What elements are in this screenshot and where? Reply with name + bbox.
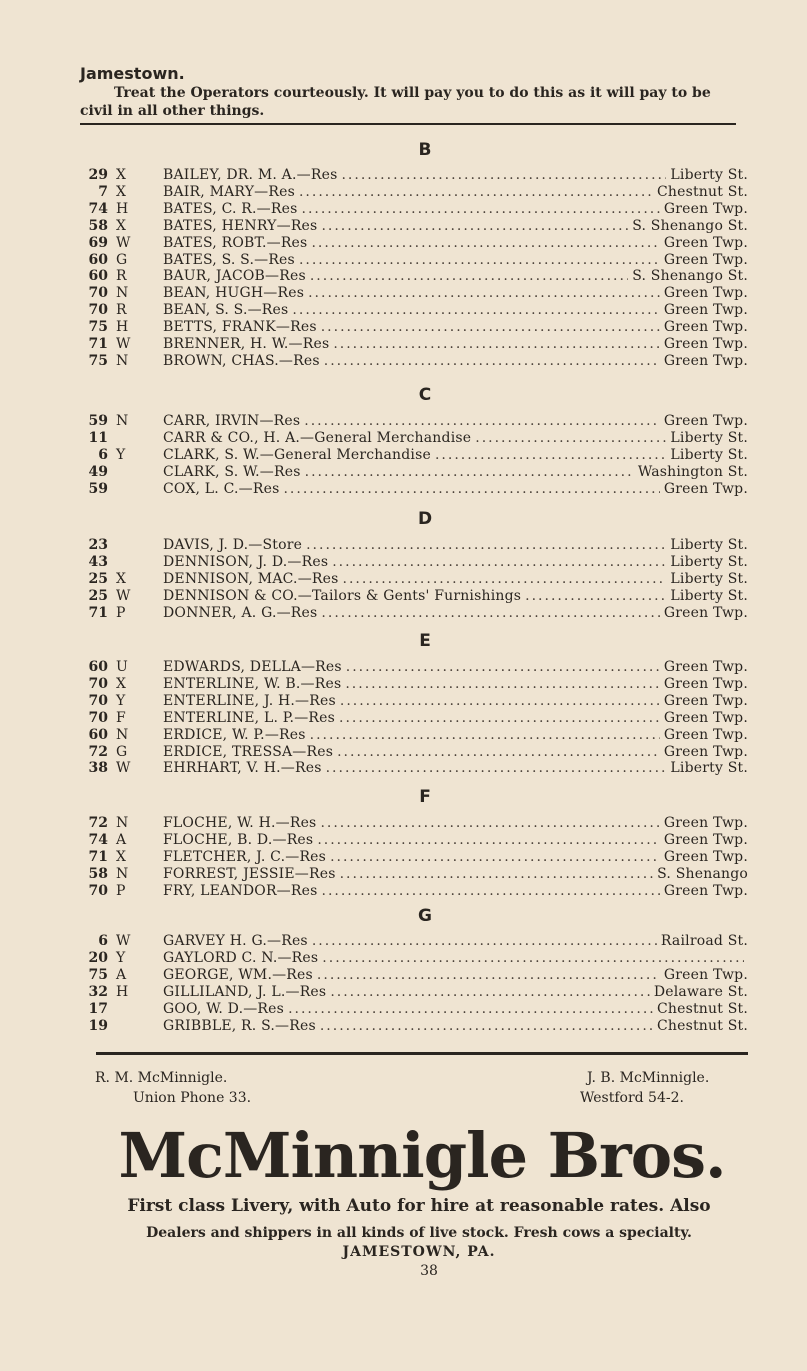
- operator-notice: Treat the Operators courteously. It will pay you to do this as it will pay to be civil in all other things.: [80, 85, 711, 119]
- subscriber-location: Green Twp.: [663, 353, 748, 369]
- subscriber: [163, 319, 748, 336]
- subscriber-location: Green Twp.: [663, 967, 748, 983]
- subscriber: [163, 933, 748, 950]
- directory-entry: [0, 554, 807, 571]
- line-number: 69: [88, 235, 108, 251]
- line-number: 43: [88, 554, 108, 570]
- directory-entry: [0, 883, 807, 900]
- leader-dots: [310, 268, 628, 285]
- ad-tagline-2: Dealers and shippers in all kinds of live stock. Fresh cows a specialty.: [146, 1225, 692, 1241]
- leader-dots: [299, 184, 653, 201]
- subscriber-location: Green Twp.: [663, 659, 748, 675]
- subscriber-location: Liberty St.: [670, 167, 748, 183]
- subscriber: [163, 268, 748, 285]
- directory-entry: [0, 285, 807, 302]
- subscriber: [163, 727, 748, 744]
- subscriber-name: BEAN, S. S.—Res: [163, 302, 289, 318]
- leader-dots: [340, 866, 654, 883]
- directory-entry: [0, 268, 807, 285]
- directory-entry: [0, 353, 807, 370]
- subscriber-name: BATES, S. S.—Res: [163, 252, 295, 268]
- ring-code: U: [116, 659, 128, 675]
- ring-code: W: [116, 336, 131, 352]
- line-number: 32: [88, 984, 108, 1000]
- leader-dots: [317, 967, 660, 984]
- leader-dots: [292, 302, 659, 319]
- subscriber: [163, 815, 748, 832]
- subscriber-name: COX, L. C.—Res: [163, 481, 280, 497]
- subscriber-name: EHRHART, V. H.—Res: [163, 760, 322, 776]
- line-number: 72: [88, 815, 108, 831]
- section-letter: G: [418, 906, 432, 926]
- town-heading: Jamestown.: [80, 64, 185, 83]
- line-number: 58: [88, 218, 108, 234]
- subscriber: [163, 464, 748, 481]
- leader-dots: [339, 710, 660, 727]
- ring-code: X: [116, 167, 126, 183]
- ad-tagline-1: First class Livery, with Auto for hire at reasonable rates. Also: [127, 1196, 711, 1216]
- line-number: 60: [88, 252, 108, 268]
- subscriber-name: CARR, IRVIN—Res: [163, 413, 301, 429]
- subscriber: [163, 353, 748, 370]
- subscriber: [163, 184, 748, 201]
- directory-entry: [0, 849, 807, 866]
- directory-entry: [0, 933, 807, 950]
- directory-entry: [0, 464, 807, 481]
- subscriber: [163, 710, 748, 727]
- leader-dots: [345, 676, 659, 693]
- line-number: 70: [88, 302, 108, 318]
- directory-entry: [0, 201, 807, 218]
- leader-dots: [332, 554, 666, 571]
- line-number: 60: [88, 268, 108, 284]
- subscriber-name: GAYLORD C. N.—Res: [163, 950, 319, 966]
- subscriber-location: Green Twp.: [663, 849, 748, 865]
- subscriber: [163, 744, 748, 761]
- directory-entry: [0, 537, 807, 554]
- subscriber: [163, 1018, 748, 1035]
- subscriber-location: Green Twp.: [663, 285, 748, 301]
- directory-entry: [0, 184, 807, 201]
- subscriber-name: DENNISON, J. D.—Res: [163, 554, 329, 570]
- subscriber: [163, 1001, 748, 1018]
- ring-code: G: [116, 252, 128, 268]
- line-number: 70: [88, 883, 108, 899]
- subscriber: [163, 481, 748, 498]
- subscriber-location: Green Twp.: [663, 676, 748, 692]
- leader-dots: [525, 588, 666, 605]
- subscriber-location: Green Twp.: [663, 710, 748, 726]
- subscriber: [163, 950, 748, 967]
- subscriber: [163, 605, 748, 622]
- subscriber-name: GARVEY H. G.—Res: [163, 933, 308, 949]
- subscriber: [163, 430, 748, 447]
- line-number: 60: [88, 659, 108, 675]
- line-number: 70: [88, 285, 108, 301]
- line-number: 25: [88, 571, 108, 587]
- leader-dots: [326, 760, 667, 777]
- subscriber-location: Green Twp.: [663, 744, 748, 760]
- subscriber: [163, 413, 748, 430]
- subscriber-name: ENTERLINE, W. B.—Res: [163, 676, 342, 692]
- subscriber-name: ENTERLINE, J. H.—Res: [163, 693, 336, 709]
- subscriber-location: Green Twp.: [663, 727, 748, 743]
- subscriber-location: Green Twp.: [663, 693, 748, 709]
- line-number: 17: [88, 1001, 108, 1017]
- directory-entry: [0, 1001, 807, 1018]
- subscriber-name: BETTS, FRANK—Res: [163, 319, 317, 335]
- subscriber-location: Green Twp.: [663, 302, 748, 318]
- leader-dots: [311, 235, 659, 252]
- subscriber: [163, 676, 748, 693]
- subscriber-name: FORREST, JESSIE—Res: [163, 866, 336, 882]
- directory-entry: [0, 302, 807, 319]
- subscriber-location: Liberty St.: [670, 760, 748, 776]
- leader-dots: [308, 285, 660, 302]
- subscriber-location: Green Twp.: [663, 815, 748, 831]
- subscriber-location: Liberty St.: [670, 571, 748, 587]
- line-number: 70: [88, 710, 108, 726]
- leader-dots: [322, 950, 744, 967]
- ring-code: W: [116, 235, 131, 251]
- subscriber: [163, 285, 748, 302]
- ad-address: JAMESTOWN, PA.: [342, 1244, 496, 1260]
- directory-entry: [0, 252, 807, 269]
- subscriber-name: GRIBBLE, R. S.—Res: [163, 1018, 316, 1034]
- line-number: 74: [88, 201, 108, 217]
- section-letter: E: [419, 631, 431, 651]
- page-number: 38: [420, 1263, 438, 1279]
- subscriber-location: S. Shenango St.: [632, 218, 748, 234]
- ad-left-name: R. M. McMinnigle.: [95, 1070, 228, 1086]
- subscriber-name: FLETCHER, J. C.—Res: [163, 849, 327, 865]
- subscriber-location: Chestnut St.: [656, 184, 748, 200]
- subscriber-name: FLOCHE, W. H.—Res: [163, 815, 317, 831]
- line-number: 75: [88, 967, 108, 983]
- ring-code: W: [116, 933, 131, 949]
- ring-code: A: [116, 967, 127, 983]
- line-number: 74: [88, 832, 108, 848]
- directory-entry: [0, 832, 807, 849]
- leader-dots: [340, 693, 660, 710]
- leader-dots: [475, 430, 666, 447]
- ad-left-phone: Union Phone 33.: [133, 1090, 252, 1106]
- subscriber-name: EDWARDS, DELLA—Res: [163, 659, 342, 675]
- subscriber: [163, 883, 748, 900]
- ring-code: X: [116, 571, 126, 587]
- subscriber: [163, 218, 748, 235]
- subscriber-name: ERDICE, TRESSA—Res: [163, 744, 334, 760]
- subscriber-location: Washington St.: [637, 464, 748, 480]
- subscriber: [163, 984, 748, 1001]
- line-number: 29: [88, 167, 108, 183]
- ring-code: F: [116, 710, 126, 726]
- line-number: 58: [88, 866, 108, 882]
- subscriber: [163, 571, 748, 588]
- ring-code: W: [116, 760, 131, 776]
- line-number: 71: [88, 336, 108, 352]
- section-letter: B: [418, 140, 432, 160]
- subscriber-location: S. Shenango St.: [632, 268, 748, 284]
- leader-dots: [304, 413, 660, 430]
- directory-entry: [0, 676, 807, 693]
- subscriber-location: Green Twp.: [663, 605, 748, 621]
- subscriber-name: BATES, C. R.—Res: [163, 201, 298, 217]
- ring-code: G: [116, 744, 128, 760]
- line-number: 72: [88, 744, 108, 760]
- subscriber-name: BEAN, HUGH—Res: [163, 285, 305, 301]
- line-number: 20: [88, 950, 108, 966]
- ring-code: H: [116, 201, 129, 217]
- ring-code: X: [116, 849, 126, 865]
- subscriber-location: Railroad St.: [660, 933, 748, 949]
- ring-code: H: [116, 984, 129, 1000]
- leader-dots: [288, 1001, 653, 1018]
- subscriber-location: Chestnut St.: [656, 1018, 748, 1034]
- ring-code: Y: [116, 447, 126, 463]
- line-number: 19: [88, 1018, 108, 1034]
- subscriber: [163, 235, 748, 252]
- subscriber-name: FLOCHE, B. D.—Res: [163, 832, 314, 848]
- directory-entry: [0, 815, 807, 832]
- ring-code: P: [116, 605, 126, 621]
- subscriber-location: Green Twp.: [663, 252, 748, 268]
- line-number: 71: [88, 849, 108, 865]
- ring-code: X: [116, 676, 126, 692]
- ring-code: P: [116, 883, 126, 899]
- ring-code: H: [116, 319, 129, 335]
- directory-entry: [0, 693, 807, 710]
- subscriber-location: Green Twp.: [663, 235, 748, 251]
- section-letter: D: [417, 509, 433, 529]
- subscriber: [163, 447, 748, 464]
- directory-entry: [0, 727, 807, 744]
- directory-entry: [0, 588, 807, 605]
- directory-entry: [0, 336, 807, 353]
- ring-code: Y: [116, 950, 126, 966]
- subscriber-location: Green Twp.: [663, 481, 748, 497]
- directory-entry: [0, 605, 807, 622]
- directory-entry: [0, 430, 807, 447]
- section-letter: C: [418, 385, 432, 405]
- line-number: 38: [88, 760, 108, 776]
- subscriber: [163, 537, 748, 554]
- leader-dots: [322, 883, 660, 900]
- header-rule: [80, 123, 736, 125]
- subscriber-location: Green Twp.: [663, 832, 748, 848]
- directory-entry: [0, 481, 807, 498]
- ring-code: R: [116, 302, 127, 318]
- directory-entry: [0, 571, 807, 588]
- directory-entry: [0, 319, 807, 336]
- subscriber-location: Green Twp.: [663, 413, 748, 429]
- directory-entry: [0, 1018, 807, 1035]
- ring-code: R: [116, 268, 127, 284]
- directory-entry: [0, 710, 807, 727]
- leader-dots: [324, 353, 660, 370]
- subscriber: [163, 849, 748, 866]
- leader-dots: [283, 481, 659, 498]
- line-number: 6: [98, 447, 108, 463]
- subscriber-location: Liberty St.: [670, 430, 748, 446]
- leader-dots: [317, 832, 660, 849]
- directory-entry: [0, 866, 807, 883]
- directory-entry: [0, 967, 807, 984]
- line-number: 23: [88, 537, 108, 553]
- subscriber: [163, 967, 748, 984]
- subscriber-name: BATES, ROBT.—Res: [163, 235, 308, 251]
- line-number: 25: [88, 588, 108, 604]
- directory-entry: [0, 744, 807, 761]
- ring-code: X: [116, 184, 126, 200]
- leader-dots: [330, 849, 660, 866]
- subscriber-location: Green Twp.: [663, 201, 748, 217]
- subscriber-name: BRENNER, H. W.—Res: [163, 336, 330, 352]
- subscriber-location: Liberty St.: [670, 537, 748, 553]
- subscriber: [163, 252, 748, 269]
- subscriber-name: GEORGE, WM.—Res: [163, 967, 313, 983]
- subscriber-name: FRY, LEANDOR—Res: [163, 883, 318, 899]
- leader-dots: [299, 252, 660, 269]
- line-number: 75: [88, 319, 108, 335]
- line-number: 59: [88, 413, 108, 429]
- leader-dots: [341, 167, 666, 184]
- directory-entry: [0, 760, 807, 777]
- ad-right-phone: Westford 54-2.: [580, 1090, 684, 1106]
- line-number: 75: [88, 353, 108, 369]
- leader-dots: [330, 984, 650, 1001]
- leader-dots: [320, 815, 659, 832]
- subscriber-name: DAVIS, J. D.—Store: [163, 537, 303, 553]
- subscriber-name: DENNISON & CO.—Tailors & Gents' Furnishings: [163, 588, 522, 604]
- subscriber-name: ENTERLINE, L. P.—Res: [163, 710, 336, 726]
- directory-entry: [0, 984, 807, 1001]
- subscriber-location: Liberty St.: [670, 554, 748, 570]
- leader-dots: [305, 464, 634, 481]
- ring-code: N: [116, 866, 129, 882]
- section-letter: F: [419, 787, 431, 807]
- leader-dots: [346, 659, 660, 676]
- leader-dots: [333, 336, 660, 353]
- line-number: 70: [88, 693, 108, 709]
- line-number: 6: [98, 933, 108, 949]
- subscriber: [163, 201, 748, 218]
- leader-dots: [320, 1018, 653, 1035]
- ring-code: N: [116, 727, 129, 743]
- directory-entry: [0, 218, 807, 235]
- ring-code: N: [116, 413, 129, 429]
- leader-dots: [343, 571, 667, 588]
- directory-entry: [0, 167, 807, 184]
- subscriber-location: Chestnut St.: [656, 1001, 748, 1017]
- leader-dots: [321, 218, 628, 235]
- subscriber: [163, 693, 748, 710]
- subscriber-name: BAILEY, DR. M. A.—Res: [163, 167, 338, 183]
- line-number: 7: [98, 184, 108, 200]
- leader-dots: [435, 447, 666, 464]
- subscriber: [163, 167, 748, 184]
- subscriber-location: Delaware St.: [653, 984, 748, 1000]
- ad-rule: [96, 1052, 748, 1055]
- subscriber: [163, 302, 748, 319]
- line-number: 49: [88, 464, 108, 480]
- subscriber-location: Green Twp.: [663, 883, 748, 899]
- directory-entry: [0, 235, 807, 252]
- subscriber-name: BAUR, JACOB—Res: [163, 268, 306, 284]
- line-number: 71: [88, 605, 108, 621]
- subscriber-location: Green Twp.: [663, 319, 748, 335]
- subscriber-name: CARR & CO., H. A.—General Merchandise: [163, 430, 472, 446]
- ring-code: X: [116, 218, 126, 234]
- leader-dots: [306, 537, 666, 554]
- line-number: 60: [88, 727, 108, 743]
- subscriber-name: CLARK, S. W.—General Merchandise: [163, 447, 431, 463]
- ring-code: N: [116, 285, 129, 301]
- line-number: 59: [88, 481, 108, 497]
- subscriber-name: DONNER, A. G.—Res: [163, 605, 318, 621]
- subscriber-name: CLARK, S. W.—Res: [163, 464, 301, 480]
- subscriber-location: Green Twp.: [663, 336, 748, 352]
- ring-code: N: [116, 815, 129, 831]
- ad-brand: McMinnigle Bros.: [118, 1119, 726, 1192]
- leader-dots: [312, 933, 657, 950]
- ring-code: Y: [116, 693, 126, 709]
- subscriber: [163, 554, 748, 571]
- subscriber: [163, 760, 748, 777]
- subscriber-location: Liberty St.: [670, 588, 748, 604]
- subscriber: [163, 866, 748, 883]
- leader-dots: [337, 744, 660, 761]
- directory-entry: [0, 447, 807, 464]
- line-number: 70: [88, 676, 108, 692]
- subscriber-name: BROWN, CHAS.—Res: [163, 353, 320, 369]
- ring-code: N: [116, 353, 129, 369]
- leader-dots: [302, 201, 660, 218]
- leader-dots: [310, 727, 660, 744]
- subscriber-name: DENNISON, MAC.—Res: [163, 571, 339, 587]
- subscriber-name: BAIR, MARY—Res: [163, 184, 295, 200]
- subscriber-location: S. Shenango: [657, 866, 748, 882]
- ad-right-name: J. B. McMinnigle.: [587, 1070, 710, 1086]
- subscriber: [163, 588, 748, 605]
- subscriber: [163, 832, 748, 849]
- directory-entry: [0, 950, 807, 967]
- subscriber: [163, 659, 748, 676]
- ring-code: W: [116, 588, 131, 604]
- subscriber-name: GOO, W. D.—Res: [163, 1001, 285, 1017]
- subscriber: [163, 336, 748, 353]
- ring-code: A: [116, 832, 127, 848]
- line-number: 11: [88, 430, 108, 446]
- leader-dots: [321, 319, 660, 336]
- leader-dots: [321, 605, 659, 622]
- subscriber-location: Liberty St.: [670, 447, 748, 463]
- subscriber-name: ERDICE, W. P.—Res: [163, 727, 306, 743]
- subscriber-name: BATES, HENRY—Res: [163, 218, 318, 234]
- directory-entry: [0, 413, 807, 430]
- subscriber-name: GILLILAND, J. L.—Res: [163, 984, 327, 1000]
- directory-entry: [0, 659, 807, 676]
